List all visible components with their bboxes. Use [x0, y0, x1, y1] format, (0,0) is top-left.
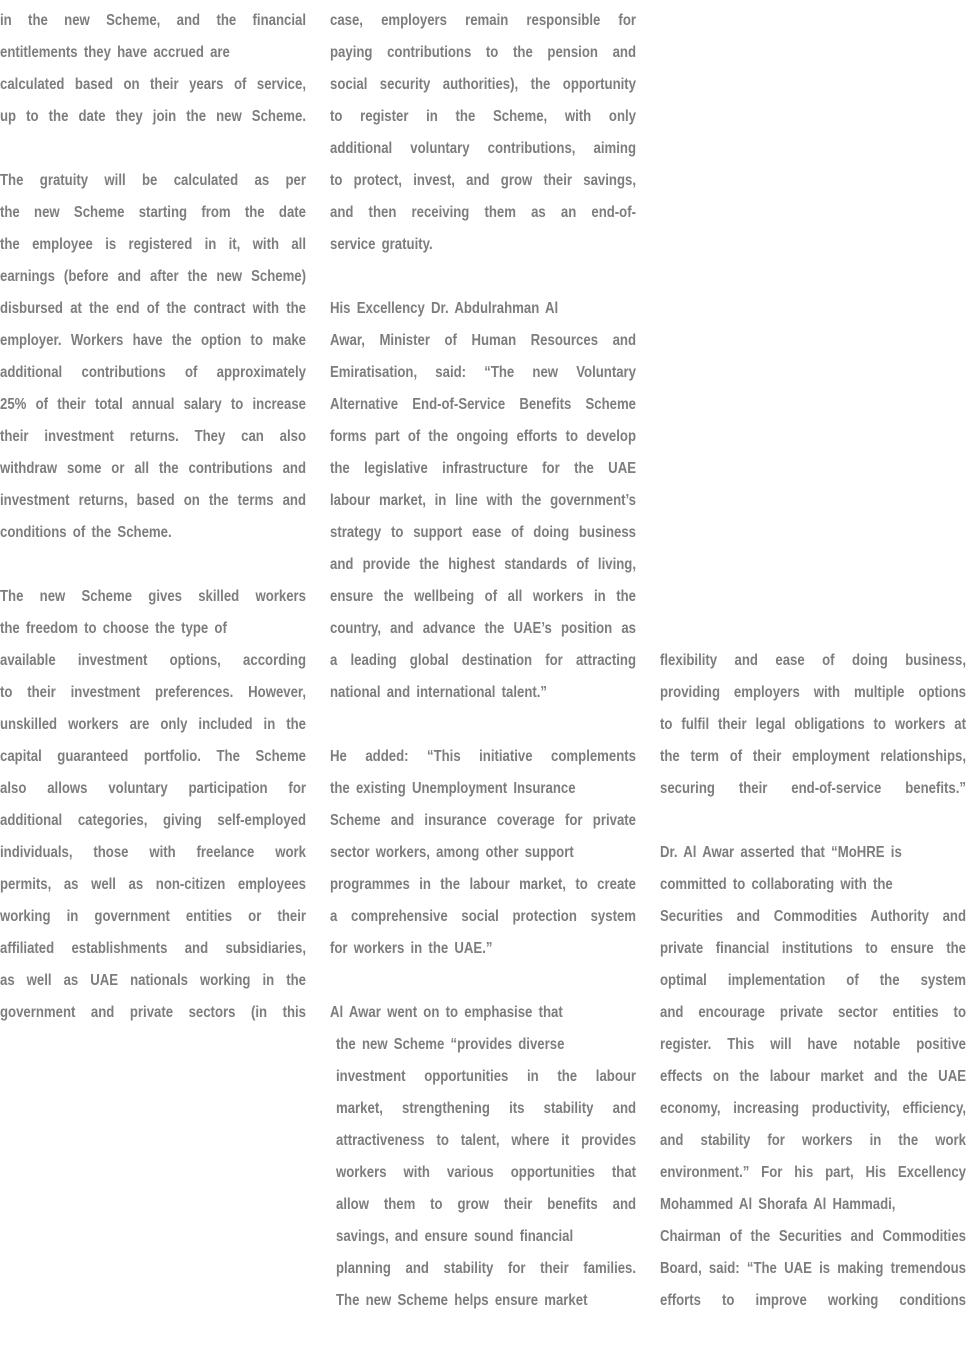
text-line: Mohammed Al Shorafa Al Hammadi,: [660, 1196, 896, 1213]
text-line: in the new Scheme, and the financial: [0, 12, 306, 29]
text-line: strategy to support ease of doing business: [330, 524, 636, 541]
text-line: national and international talent.”: [330, 684, 548, 701]
paragraph: [330, 5, 636, 261]
text-line: individuals, those with freelance work: [0, 844, 306, 861]
text-line: also allows voluntary participation for: [0, 780, 306, 797]
text-line: He added: “This initiative complements: [330, 748, 636, 765]
text-line: and provide the highest standards of living,: [330, 556, 636, 573]
text-line: additional voluntary contributions, aiming: [330, 140, 636, 157]
text-line: The new Scheme helps ensure market: [336, 1292, 588, 1309]
text-line: government and private sectors (in this: [0, 1004, 306, 1021]
text-line: ensure the wellbeing of all workers in the: [330, 588, 636, 605]
text-line: the term of their employment relationships,: [660, 748, 966, 765]
text-line: employer. Workers have the option to make: [0, 332, 306, 349]
text-line: register. This will have notable positive: [660, 1036, 966, 1053]
text-line: planning and stability for their families.: [336, 1260, 637, 1277]
text-line: as well as UAE nationals working in the: [0, 972, 306, 989]
text-line: permits, as well as non-citizen employees: [0, 876, 306, 893]
text-line: attractiveness to talent, where it provides: [336, 1132, 637, 1149]
text-line: withdraw some or all the contributions and: [0, 460, 306, 477]
paragraph: [330, 997, 636, 1317]
text-line: available investment options, according: [0, 652, 306, 669]
text-line: working in government entities or their: [0, 908, 306, 925]
text-line: investment opportunities in the labour: [336, 1068, 637, 1085]
text-line: Alternative End-of-Service Benefits Scheme: [330, 396, 636, 413]
text-line: effects on the labour market and the UAE: [660, 1068, 966, 1085]
text-line: private financial institutions to ensure the: [660, 940, 966, 957]
text-line: case, employers remain responsible for: [330, 12, 636, 29]
text-line: country, and advance the UAE’s position as: [330, 620, 636, 637]
text-line: capital guaranteed portfolio. The Scheme: [0, 748, 306, 765]
text-line: labour market, in line with the government’s: [330, 492, 636, 509]
text-line: committed to collaborating with the: [660, 876, 893, 893]
text-line: their investment returns. They can also: [0, 428, 306, 445]
text-line: optimal implementation of the system: [660, 972, 966, 989]
text-line: 25% of their total annual salary to increase: [0, 396, 306, 413]
text-line: securing their end-of-service benefits.”: [660, 780, 966, 797]
text-line: workers with various opportunities that: [336, 1164, 637, 1181]
text-line: service gratuity.: [330, 236, 433, 253]
text-line: to their investment preferences. However,: [0, 684, 306, 701]
article-column-2: [330, 5, 636, 1349]
text-line: sector workers, among other support: [330, 844, 574, 861]
text-line: entitlements they have accrued are: [0, 44, 230, 61]
text-line: and encourage private sector entities to: [660, 1004, 966, 1021]
text-line: the employee is registered in it, with all: [0, 236, 306, 253]
text-line: earnings (before and after the new Scheme): [0, 268, 306, 285]
article-column-3: [660, 645, 966, 1349]
text-line: His Excellency Dr. Abdulrahman Al: [330, 300, 559, 317]
text-line: flexibility and ease of doing business,: [660, 652, 966, 669]
text-line: Dr. Al Awar asserted that “MoHRE is: [660, 844, 902, 861]
text-line: efforts to improve working conditions: [660, 1292, 966, 1309]
text-line: Board, said: “The UAE is making tremendous: [660, 1260, 966, 1277]
text-line: The new Scheme gives skilled workers: [0, 588, 306, 605]
text-line: Securities and Commodities Authority and: [660, 908, 966, 925]
text-line: investment returns, based on the terms and: [0, 492, 306, 509]
text-line: to register in the Scheme, with only: [330, 108, 636, 125]
text-line: paying contributions to the pension and: [330, 44, 636, 61]
text-line: to fulfil their legal obligations to workers at: [660, 716, 966, 733]
text-line: the new Scheme starting from the date: [0, 204, 306, 221]
paragraph: [330, 293, 636, 709]
text-line: savings, and ensure sound financial: [336, 1228, 574, 1245]
text-line: a comprehensive social protection system: [330, 908, 636, 925]
text-line: allow them to grow their benefits and: [336, 1196, 637, 1213]
paragraph: [0, 581, 306, 1029]
paragraph: [660, 645, 966, 805]
paragraph: [330, 741, 636, 965]
text-line: providing employers with multiple options: [660, 684, 966, 701]
text-line: and then receiving them as an end-of-: [330, 204, 636, 221]
text-line: unskilled workers are only included in the: [0, 716, 306, 733]
text-line: market, strengthening its stability and: [336, 1100, 637, 1117]
text-line: programmes in the labour market, to create: [330, 876, 636, 893]
text-line: conditions of the Scheme.: [0, 524, 172, 541]
text-line: Al Awar went on to emphasise that: [330, 1004, 563, 1021]
text-line: additional contributions of approximately: [0, 364, 306, 381]
text-line: Scheme and insurance coverage for private: [330, 812, 636, 829]
text-line: the new Scheme “provides diverse: [336, 1036, 565, 1053]
text-line: the existing Unemployment Insurance: [330, 780, 576, 797]
text-line: Awar, Minister of Human Resources and: [330, 332, 636, 349]
text-line: affiliated establishments and subsidiaries,: [0, 940, 306, 957]
paragraph: [0, 5, 306, 133]
text-line: the legislative infrastructure for the UAE: [330, 460, 636, 477]
text-line: The gratuity will be calculated as per: [0, 172, 306, 189]
text-line: disbursed at the end of the contract with the: [0, 300, 306, 317]
paragraph: [0, 165, 306, 549]
article-column-1: [0, 5, 306, 1061]
text-line: for workers in the UAE.”: [330, 940, 493, 957]
text-line: Chairman of the Securities and Commodities: [660, 1228, 966, 1245]
text-line: environment.” For his part, His Excellency: [660, 1164, 966, 1181]
text-line: the freedom to choose the type of: [0, 620, 227, 637]
text-line: up to the date they join the new Scheme.: [0, 108, 306, 125]
text-line: and stability for workers in the work: [660, 1132, 966, 1149]
text-line: Emiratisation, said: “The new Voluntary: [330, 364, 636, 381]
text-line: forms part of the ongoing efforts to develop: [330, 428, 636, 445]
text-line: calculated based on their years of service,: [0, 76, 306, 93]
text-line: economy, increasing productivity, efficiency,: [660, 1100, 966, 1117]
text-line: additional categories, giving self-employed: [0, 812, 306, 829]
text-line: to protect, invest, and grow their savings,: [330, 172, 636, 189]
text-line: social security authorities), the opportunity: [330, 76, 636, 93]
paragraph: [660, 837, 966, 1317]
text-line: a leading global destination for attracting: [330, 652, 636, 669]
